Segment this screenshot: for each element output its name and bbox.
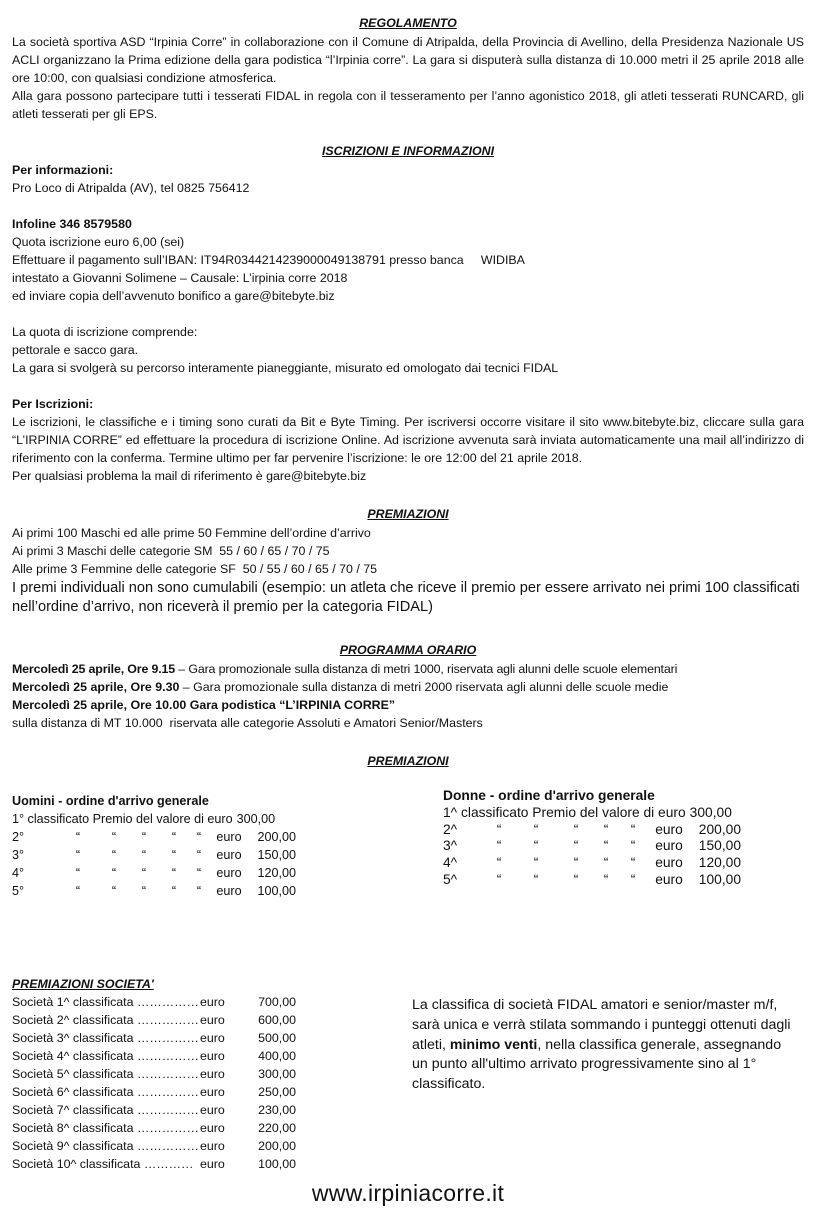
societa-value: 500,00 (258, 1031, 296, 1045)
ditto-mark: “ (533, 871, 539, 887)
currency: euro (655, 855, 683, 871)
ditto-mark: “ (603, 871, 609, 887)
ditto-mark: “ (196, 830, 202, 844)
pagamento-iban: Effettuare il pagamento sull’IBAN: IT94R0344214239000049138791 presso banca WIDIBA (12, 253, 525, 267)
donne-row-4 (443, 855, 783, 872)
classifica-text-bold: minimo venti (449, 1036, 538, 1053)
currency: euro (200, 1121, 225, 1135)
ditto-mark: “ (111, 866, 117, 880)
ditto-mark: “ (630, 821, 636, 837)
societa-value: 230,00 (258, 1103, 296, 1117)
ditto-mark: “ (630, 855, 636, 871)
uomini-row-5 (12, 882, 312, 900)
donne-value: 120,00 (698, 855, 741, 871)
ditto-mark: “ (603, 855, 609, 871)
programma-item-2 (12, 678, 812, 696)
ditto-mark: “ (533, 821, 539, 837)
programma-item-1-text: – Gara promozionale sulla distanza di metri 1000, riservata agli alunni delle scuole elementari (175, 662, 678, 676)
societa-label: Società 7^ classificata …………… (12, 1103, 199, 1117)
table-row (12, 1155, 296, 1173)
donne-pos: 5^ (443, 871, 458, 887)
ditto-mark: “ (75, 884, 81, 898)
uomini-value: 120,00 (257, 866, 296, 880)
iscrizioni-text: Le iscrizioni, le classifiche e i timing sono curati da Bit e Byte Timing. Per iscriversi occorre visitare il sito www.bitebyte.biz, cliccare sulla gara “L’IRPINIA CORRE” ed effettuare la procedura di iscrizione Online. Ad iscrizione avvenuta sarà inviata automaticamente una mail all’indirizzo di riferimento con la conferma. Termine ultimo per far pervenire l’iscrizione: le ore 12:00 del 21 aprile 2018. (12, 415, 804, 465)
ditto-mark: “ (141, 866, 147, 880)
table-row (12, 993, 296, 1011)
table-row (12, 1047, 296, 1065)
societa-value: 200,00 (258, 1139, 296, 1153)
currency: euro (200, 1031, 225, 1045)
quota-iscrizione: Quota iscrizione euro 6,00 (sei) (12, 235, 185, 249)
table-row (12, 1029, 296, 1047)
societa-label: Società 6^ classificata …………… (12, 1085, 199, 1099)
ditto-mark: “ (573, 821, 579, 837)
ditto-mark: “ (603, 838, 609, 854)
uomini-first-value: 300,00 (236, 812, 276, 826)
iscrizioni-label: Per Iscrizioni: (12, 397, 94, 411)
societa-value: 300,00 (258, 1067, 296, 1081)
pettorale: pettorale e sacco gara. (12, 343, 139, 357)
ditto-mark: “ (171, 830, 177, 844)
donne-value: 100,00 (698, 871, 741, 887)
societa-label: Società 4^ classificata …………… (12, 1049, 199, 1063)
societa-value: 600,00 (258, 1013, 296, 1027)
regolamento-paragraph-2: Alla gara possono partecipare tutti i tesserati FIDAL in regola con il tesseramento per l’anno agonistico 2018, gli atleti tesserati RUNCARD, gli atleti tesserati per gli EPS. (12, 89, 804, 121)
ditto-mark: “ (141, 884, 147, 898)
societa-label: Società 8^ classificata …………… (12, 1121, 199, 1135)
premiazioni-line-2: Ai primi 3 Maschi delle categorie SM 55 / 60 / 65 / 70 / 75 (12, 544, 330, 558)
programma-last-line: sulla distanza di MT 10.000 riservata alle categorie Assoluti e Amatori Senior/Masters (12, 716, 483, 730)
uomini-block (12, 792, 312, 900)
uomini-row-4 (12, 864, 312, 882)
uomini-row-1 (12, 810, 312, 828)
ditto-mark: “ (533, 855, 539, 871)
currency: euro (200, 1157, 225, 1171)
donne-title: Donne - ordine d'arrivo generale (443, 788, 655, 803)
uomini-pos: 2° (12, 830, 25, 844)
info-text: Pro Loco di Atripalda (AV), tel 0825 756412 (12, 181, 250, 195)
donne-pos: 4^ (443, 855, 458, 871)
ditto-mark: “ (171, 866, 177, 880)
uomini-row-3 (12, 846, 312, 864)
currency: euro (200, 1085, 225, 1099)
uomini-value: 150,00 (257, 848, 296, 862)
currency: euro (216, 884, 242, 898)
donne-value: 200,00 (698, 821, 741, 837)
percorso: La gara si svolgerà su percorso interamente pianeggiante, misurato ed omologato dai tecnici FIDAL (12, 361, 559, 375)
currency: euro (200, 1139, 225, 1153)
website-url: www.irpiniacorre.it (311, 1180, 505, 1206)
societa-value: 100,00 (258, 1157, 296, 1171)
table-row (12, 1119, 296, 1137)
table-row (12, 1137, 296, 1155)
table-row (12, 1065, 296, 1083)
uomini-value: 100,00 (257, 884, 296, 898)
donne-row-3 (443, 838, 783, 855)
donne-first-label: 1^ classificato Premio del valore di euro (443, 804, 686, 820)
programma-item-1-time: Mercoledì 25 aprile, Ore 9.15 (12, 662, 176, 676)
donne-row-2 (443, 822, 783, 839)
societa-label: Società 1^ classificata …………… (12, 995, 199, 1009)
premiazioni-title: PREMIAZIONI (367, 507, 449, 521)
uomini-row-2 (12, 828, 312, 846)
quota-comprende: La quota di iscrizione comprende: (12, 325, 198, 339)
ditto-mark: “ (196, 884, 202, 898)
currency: euro (200, 995, 225, 1009)
ditto-mark: “ (496, 821, 502, 837)
donne-first-value: 300,00 (689, 804, 732, 820)
currency: euro (200, 1103, 225, 1117)
ditto-mark: “ (75, 830, 81, 844)
table-row (12, 1011, 296, 1029)
uomini-first-label: 1° classificato Premio del valore di euro (12, 812, 233, 826)
donne-row-5 (443, 872, 783, 889)
ditto-mark: “ (496, 855, 502, 871)
ditto-mark: “ (196, 866, 202, 880)
currency: euro (216, 848, 242, 862)
classifica-text-a: La classifica di società FIDAL amatori e senior/master m/f, sarà unica e verrà stilata sommando i punteggi ottenuti dagli atleti, (412, 997, 791, 1053)
currency: euro (655, 871, 683, 887)
societa-label: Società 10^ classificata ………… (12, 1157, 194, 1171)
ditto-mark: “ (630, 838, 636, 854)
regolamento-paragraph-1: La società sportiva ASD “Irpinia Corre” in collaborazione con il Comune di Atripalda, della Provincia di Avellino, della Presidenza Nazionale US ACLI organizzano la Prima edizione della gara podistica “l’Irpinia corre”. La gara si disputerà sulla distanza di 10.000 metri il 25 aprile 2018 alle ore 10:00, con qualsiasi condizione atmosferica. (12, 35, 804, 85)
ditto-mark: “ (141, 848, 147, 862)
premiazioni-generale-title: PREMIAZIONI (367, 754, 449, 768)
table-row (12, 1101, 296, 1119)
ditto-mark: “ (573, 855, 579, 871)
ditto-mark: “ (111, 848, 117, 862)
ditto-mark: “ (141, 830, 147, 844)
table-row (12, 1083, 296, 1101)
societa-value: 400,00 (258, 1049, 296, 1063)
premiazioni-note: I premi individuali non sono cumulabili (esempio: un atleta che riceve il premio per essere arrivato nei primi 100 classificati nell’ordine d’arrivo, non riceverà il premio per la categoria FIDAL) (12, 580, 800, 615)
donne-pos: 3^ (443, 838, 458, 854)
ditto-mark: “ (111, 884, 117, 898)
programma-item-1 (12, 660, 812, 678)
uomini-pos: 4° (12, 866, 25, 880)
info-label: Per informazioni: (12, 163, 114, 177)
currency: euro (200, 1049, 225, 1063)
premiazioni-line-3: Alle prime 3 Femmine delle categorie SF 50 / 55 / 60 / 65 / 70 / 75 (12, 562, 378, 576)
societa-table (12, 993, 296, 1173)
currency: euro (216, 866, 242, 880)
societa-value: 250,00 (258, 1085, 296, 1099)
uomini-value: 200,00 (257, 830, 296, 844)
donne-row-1 (443, 805, 783, 822)
donne-block (443, 788, 783, 889)
ditto-mark: “ (573, 871, 579, 887)
currency: euro (216, 830, 242, 844)
currency: euro (200, 1067, 225, 1081)
ditto-mark: “ (111, 830, 117, 844)
ditto-mark: “ (496, 871, 502, 887)
ditto-mark: “ (196, 848, 202, 862)
currency: euro (655, 838, 683, 854)
uomini-pos: 5° (12, 884, 25, 898)
donne-pos: 2^ (443, 821, 458, 837)
programma-item-2-time: Mercoledì 25 aprile, Ore 9.30 (12, 680, 180, 694)
societa-label: Società 2^ classificata …………… (12, 1013, 199, 1027)
currency: euro (655, 821, 683, 837)
ditto-mark: “ (496, 838, 502, 854)
societa-value: 220,00 (258, 1121, 296, 1135)
premiazioni-line-1: Ai primi 100 Maschi ed alle prime 50 Femmine dell’ordine d’arrivo (12, 526, 371, 540)
ditto-mark: “ (630, 871, 636, 887)
societa-label: Società 9^ classificata …………… (12, 1139, 199, 1153)
societa-title: PREMIAZIONI SOCIETA' (12, 977, 154, 991)
classifica-text-b: , nella classifica generale, assegnando un punto all'ultimo arrivato progressivamente sino al 1° classificato. (412, 1036, 782, 1093)
iscrizioni-title: ISCRIZIONI E INFORMAZIONI (321, 144, 495, 158)
ditto-mark: “ (573, 838, 579, 854)
bonifico: ed inviare copia dell’avvenuto bonifico a gare@bitebyte.biz (12, 289, 335, 303)
programma-item-2-text: – Gara promozionale sulla distanza di metri 2000 riservata agli alunni delle scuole medie (179, 680, 669, 694)
currency: euro (200, 1013, 225, 1027)
intestato: intestato a Giovanni Solimene – Causale: L’irpinia corre 2018 (12, 271, 348, 285)
programma-item-3: Mercoledì 25 aprile, Ore 10.00 Gara podistica “L’IRPINIA CORRE” (12, 698, 396, 712)
ditto-mark: “ (171, 884, 177, 898)
uomini-title: Uomini - ordine d'arrivo generale (12, 794, 209, 808)
regolamento-title: REGOLAMENTO (359, 16, 457, 30)
ditto-mark: “ (171, 848, 177, 862)
ditto-mark: “ (533, 838, 539, 854)
infoline: Infoline 346 8579580 (12, 217, 132, 231)
iscrizioni-problema: Per qualsiasi problema la mail di riferimento è gare@bitebyte.biz (12, 469, 367, 483)
ditto-mark: “ (75, 848, 81, 862)
societa-value: 700,00 (258, 995, 296, 1009)
societa-label: Società 5^ classificata …………… (12, 1067, 199, 1081)
classifica-societa-text (412, 996, 792, 1095)
programma-title: PROGRAMMA ORARIO (339, 643, 477, 657)
donne-value: 150,00 (698, 838, 741, 854)
ditto-mark: “ (75, 866, 81, 880)
uomini-pos: 3° (12, 848, 25, 862)
ditto-mark: “ (603, 821, 609, 837)
societa-label: Società 3^ classificata …………… (12, 1031, 199, 1045)
